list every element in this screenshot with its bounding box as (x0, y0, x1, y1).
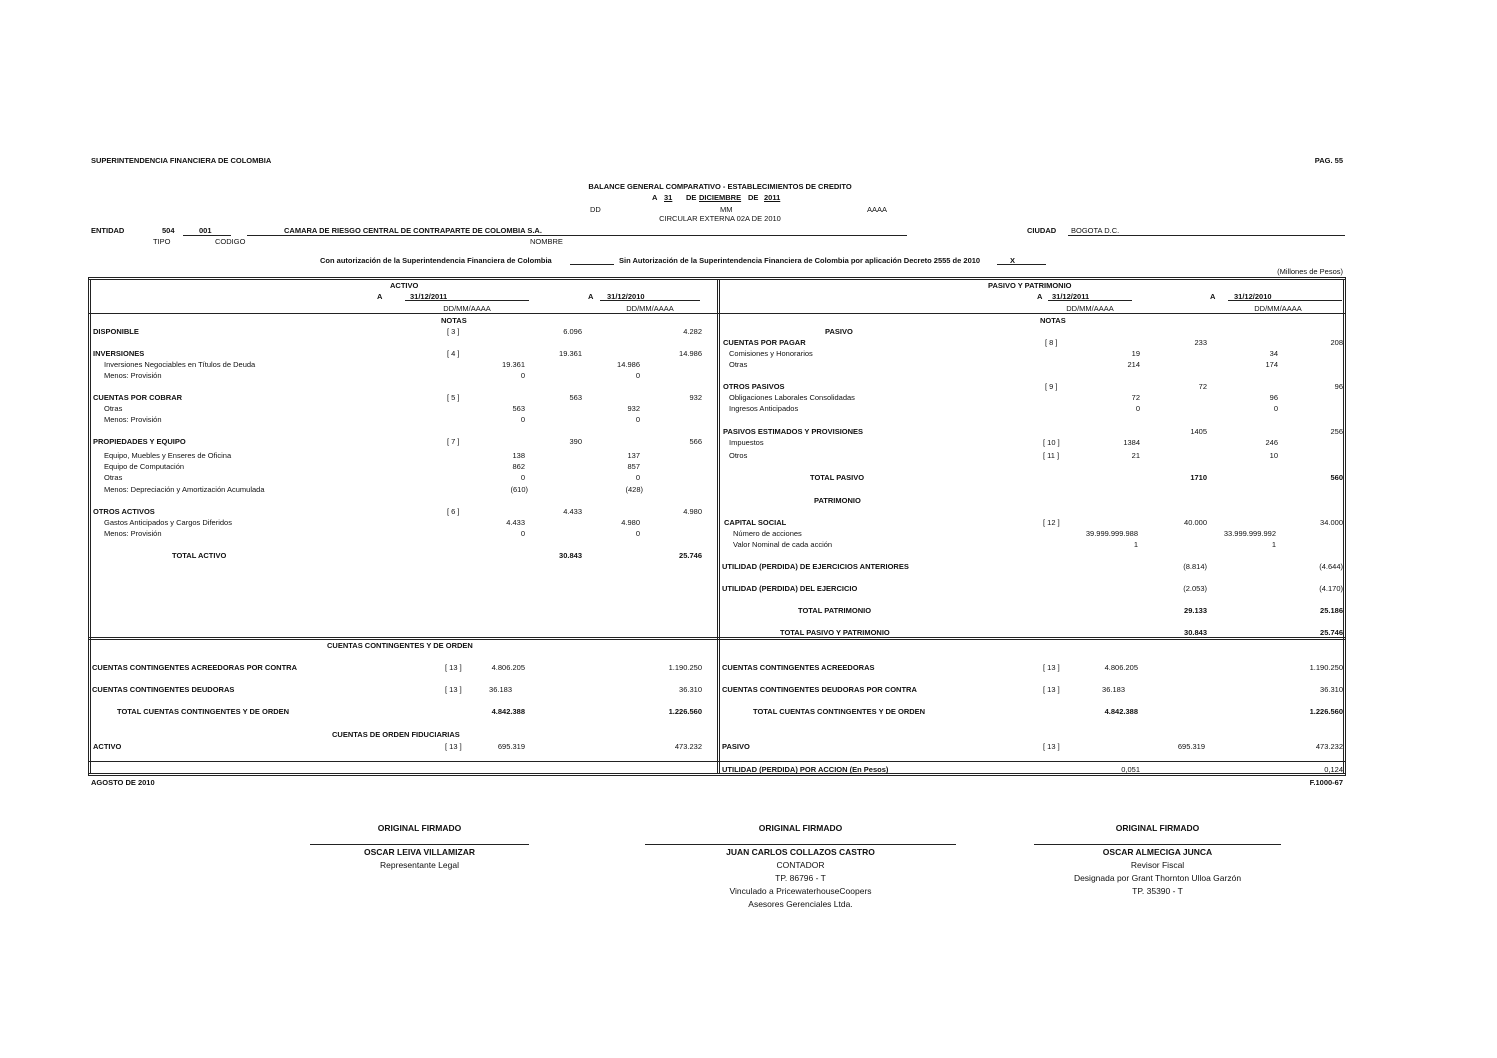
date-day: 31 (664, 193, 673, 202)
fid-activo-nota: [ 13 ] (445, 742, 462, 751)
cxc-prov-label: Menos: Provisión (104, 415, 162, 424)
cap-val-v2: 1 (1271, 540, 1276, 549)
circular-label: CIRCULAR EXTERNA 02A DE 2010 (659, 214, 781, 223)
inv-prov-v2: 0 (635, 371, 640, 380)
fid-activo-v1: 695.319 (497, 742, 525, 751)
cont-left-deudoras-v1: 36.183 (489, 685, 512, 694)
cap-val-v1: 1 (1133, 540, 1138, 549)
prop-comp-v1: 862 (512, 462, 525, 471)
sig2-status: ORIGINAL FIRMADO (758, 823, 843, 833)
cxp-nota: [ 8 ] (1045, 338, 1058, 347)
units-label: (Millones de Pesos) (1277, 267, 1343, 276)
cxp-otras-v2: 174 (1265, 360, 1278, 369)
autorizacion-con: Con autorización de la Superintendencia Financiera de Colombia (320, 256, 552, 265)
fid-pasivo-label: PASIVO (722, 742, 750, 751)
total-pp-t2: 25.746 (1320, 628, 1343, 637)
cont-left-total-label: TOTAL CUENTAS CONTINGENTES Y DE ORDEN (117, 707, 290, 716)
cont-right-deudoras-v2: 36.310 (1320, 685, 1343, 694)
prop-otras-v2: 0 (635, 473, 640, 482)
prop-muebles-v1: 138 (512, 451, 525, 460)
cont-left-acreedoras-label: CUENTAS CONTINGENTES ACREEDORAS POR CONTRA (92, 663, 298, 672)
cont-right-acreedoras-v2: 1.190.250 (1309, 663, 1343, 672)
pasivo-fmt2: DD/MM/AAAA (1254, 304, 1302, 313)
pasivo-a2: A (1210, 292, 1216, 301)
sig2-name: JUAN CARLOS COLLAZOS CASTRO (726, 847, 875, 857)
aaaa-label: AAAA (867, 205, 888, 214)
prop-comp-label: Equipo de Computación (104, 462, 185, 471)
footer-right: F.1000-67 (1309, 778, 1343, 787)
cxc-label: CUENTAS POR COBRAR (93, 393, 183, 402)
nombre-label: NOMBRE (530, 237, 563, 246)
otros-prov-label: Menos: Provisión (104, 529, 162, 538)
prop-comp-v2: 857 (627, 462, 640, 471)
otros-activos-nota: [ 6 ] (447, 507, 460, 516)
pasivo-title: PASIVO Y PATRIMONIO (988, 281, 1072, 290)
sig2-line1: CONTADOR (776, 860, 825, 870)
patrimonio-head: PATRIMONIO (814, 496, 861, 505)
util-ej-t1: (2.053) (1183, 584, 1207, 593)
cap-num-label: Número de acciones (733, 529, 802, 538)
capital-nota: [ 12 ] (1043, 518, 1060, 527)
cont-left-deudoras-v2: 36.310 (679, 685, 702, 694)
disponible-t2: 4.282 (683, 327, 702, 336)
capital-t1: 40.000 (1184, 518, 1207, 527)
codigo-label: CODIGO (215, 237, 246, 246)
total-activo-label: TOTAL ACTIVO (172, 551, 227, 560)
date-de2: DE (748, 193, 759, 202)
fiduciarias-title: CUENTAS DE ORDEN FIDUCIARIAS (332, 730, 460, 739)
fid-pasivo-v1: 695.319 (1177, 742, 1205, 751)
cxp-com-v2: 34 (1269, 349, 1278, 358)
est-imp-nota: [ 10 ] (1043, 438, 1060, 447)
inv-neg-v1: 19.361 (502, 360, 525, 369)
otros-ing-label: Ingresos Anticipados (729, 404, 799, 413)
entidad-nombre: CAMARA DE RIESGO CENTRAL DE CONTRAPARTE DE COLOMBIA S.A. (284, 226, 542, 235)
sig3-status: ORIGINAL FIRMADO (1115, 823, 1200, 833)
est-imp-label: Impuestos (729, 438, 764, 447)
sig2-line4: Asesores Gerenciales Ltda. (748, 899, 853, 909)
prop-muebles-label: Equipo, Muebles y Enseres de Oficina (104, 451, 232, 460)
total-patrimonio-t2: 25.186 (1320, 606, 1343, 615)
util-ej-label: UTILIDAD (PERDIDA) DEL EJERCICIO (722, 584, 858, 593)
sig1-line1: Representante Legal (380, 860, 459, 870)
cxp-t2: 208 (1330, 338, 1343, 347)
inversiones-t2: 14.986 (679, 349, 702, 358)
estimados-t2: 256 (1330, 427, 1343, 436)
inv-prov-label: Menos: Provisión (104, 371, 162, 380)
otros-ing-v1: 0 (1135, 404, 1140, 413)
otros-prov-v1: 0 (520, 529, 525, 538)
tipo-label: TIPO (153, 237, 171, 246)
cont-left-deudoras-nota: [ 13 ] (445, 685, 462, 694)
pasivo-fmt1: DD/MM/AAAA (1066, 304, 1114, 313)
fid-pasivo-nota: [ 13 ] (1043, 742, 1060, 751)
sig3-line3: TP. 35390 - T (1132, 886, 1183, 896)
inv-prov-v1: 0 (520, 371, 525, 380)
pasivo-a1: A (1037, 292, 1043, 301)
page-number: PAG. 55 (1314, 156, 1343, 165)
estimados-label: PASIVOS ESTIMADOS Y PROVISIONES (723, 427, 864, 436)
otros-gastos-v1: 4.433 (506, 518, 525, 527)
sig3-name: OSCAR ALMECIGA JUNCA (1102, 847, 1213, 857)
capital-t2: 34.000 (1320, 518, 1343, 527)
activo-fmt1: DD/MM/AAAA (443, 304, 491, 313)
cont-right-deudoras-v1: 36.183 (1102, 685, 1125, 694)
total-pasivo-label: TOTAL PASIVO (810, 473, 865, 482)
prop-t2: 566 (689, 437, 702, 446)
util-ant-label: UTILIDAD (PERDIDA) DE EJERCICIOS ANTERIORES (722, 562, 909, 571)
fid-activo-v2: 473.232 (674, 742, 702, 751)
report-title: BALANCE GENERAL COMPARATIVO - ESTABLECIMIENTOS DE CREDITO (588, 182, 852, 191)
cxc-prov-v2: 0 (635, 415, 640, 424)
total-pp-t1: 30.843 (1184, 628, 1207, 637)
sig1-name: OSCAR LEIVA VILLAMIZAR (364, 847, 475, 857)
sig1-status: ORIGINAL FIRMADO (377, 823, 462, 833)
sig2-line3: Vinculado a PricewaterhouseCoopers (729, 886, 872, 896)
prop-t1: 390 (569, 437, 582, 446)
otros-prov-v2: 0 (635, 529, 640, 538)
cont-left-total-v2: 1.226.560 (668, 707, 702, 716)
entidad-tipo: 504 (162, 226, 175, 235)
capital-label: CAPITAL SOCIAL (724, 518, 787, 527)
cont-right-deudoras-nota: [ 13 ] (1043, 685, 1060, 694)
cont-right-acreedoras-nota: [ 13 ] (1043, 663, 1060, 672)
upa-v2: 0,124 (1324, 765, 1343, 774)
cont-left-acreedoras-v2: 1.190.250 (668, 663, 702, 672)
cont-right-deudoras-label: CUENTAS CONTINGENTES DEUDORAS POR CONTRA (722, 685, 917, 694)
otros-pasivos-nota: [ 9 ] (1045, 382, 1058, 391)
cont-right-total-v1: 4.842.388 (1104, 707, 1138, 716)
cxp-t1: 233 (1194, 338, 1207, 347)
autorizacion-sin: Sin Autorización de la Superintendencia Financiera de Colombia por aplicación Decreto 2555 de 2010 (619, 256, 981, 265)
total-pasivo-t1: 1710 (1190, 473, 1207, 482)
prop-dep-v1: (610) (510, 485, 528, 494)
inv-neg-label: Inversiones Negociables en Títulos de Deuda (104, 360, 256, 369)
org-name: SUPERINTENDENCIA FINANCIERA DE COLOMBIA (91, 156, 272, 165)
pasivo-head: PASIVO (825, 327, 853, 336)
prop-dep-label: Menos: Depreciación y Amortización Acumulada (104, 485, 265, 494)
footer-left: AGOSTO DE 2010 (91, 778, 155, 787)
activo-date2: 31/12/2010 (607, 292, 645, 301)
otros-gastos-v2: 4.980 (621, 518, 640, 527)
prop-dep-v2: (428) (625, 485, 643, 494)
cxc-t2: 932 (689, 393, 702, 402)
pasivo-notas: NOTAS (1040, 316, 1066, 325)
cxp-com-label: Comisiones y Honorarios (729, 349, 813, 358)
est-imp-v2: 246 (1265, 438, 1278, 447)
mm-label: MM (720, 205, 733, 214)
total-pasivo-t2: 560 (1330, 473, 1343, 482)
contingentes-title: CUENTAS CONTINGENTES Y DE ORDEN (327, 641, 473, 650)
upa-label: UTILIDAD (PERDIDA) POR ACCION (En Pesos) (722, 765, 889, 774)
ciudad-value: BOGOTA D.C. (1071, 226, 1120, 235)
cont-left-acreedoras-v1: 4.806.205 (491, 663, 525, 672)
entidad-codigo: 001 (199, 226, 212, 235)
activo-title: ACTIVO (390, 281, 419, 290)
disponible-nota: [ 3 ] (447, 327, 460, 336)
otros-obl-v1: 72 (1131, 393, 1140, 402)
total-activo-t1: 30.843 (559, 551, 582, 560)
cont-right-total-v2: 1.226.560 (1309, 707, 1343, 716)
cxp-otras-v1: 214 (1127, 360, 1140, 369)
cxc-prov-v1: 0 (520, 415, 525, 424)
otros-pasivos-t1: 72 (1198, 382, 1207, 391)
cxc-otras-v2: 932 (627, 404, 640, 413)
est-imp-v1: 1384 (1123, 438, 1140, 447)
otros-activos-label: OTROS ACTIVOS (93, 507, 155, 516)
est-otros-v2: 10 (1269, 451, 1278, 460)
cxp-com-v1: 19 (1131, 349, 1140, 358)
util-ant-t1: (8.814) (1183, 562, 1207, 571)
ciudad-label: CIUDAD (1027, 226, 1057, 235)
fid-pasivo-v2: 473.232 (1315, 742, 1343, 751)
cont-right-acreedoras-v1: 4.806.205 (1104, 663, 1138, 672)
cxc-otras-v1: 563 (512, 404, 525, 413)
cap-num-v1: 39.999.999.988 (1085, 529, 1138, 538)
util-ej-t2: (4.170) (1319, 584, 1343, 593)
disponible-label: DISPONIBLE (93, 327, 139, 336)
prop-otras-label: Otras (104, 473, 123, 482)
activo-a2: A (588, 292, 594, 301)
activo-notas: NOTAS (441, 316, 467, 325)
activo-date1: 31/12/2011 (410, 292, 448, 301)
util-ant-t2: (4.644) (1319, 562, 1343, 571)
est-otros-label: Otros (729, 451, 748, 460)
cont-left-total-v1: 4.842.388 (491, 707, 525, 716)
pasivo-date2: 31/12/2010 (1234, 292, 1272, 301)
otros-pasivos-t2: 96 (1334, 382, 1343, 391)
prop-muebles-v2: 137 (627, 451, 640, 460)
otros-pasivos-label: OTROS PASIVOS (723, 382, 785, 391)
autorizacion-mark: X (1010, 256, 1016, 265)
total-patrimonio-label: TOTAL PATRIMONIO (798, 606, 872, 615)
inversiones-t1: 19.361 (559, 349, 582, 358)
fid-activo-label: ACTIVO (93, 742, 122, 751)
activo-fmt2: DD/MM/AAAA (626, 304, 674, 313)
total-pp-label: TOTAL PASIVO Y PATRIMONIO (780, 628, 890, 637)
otros-gastos-label: Gastos Anticipados y Cargos Diferidos (104, 518, 232, 527)
date-de1: DE (686, 193, 697, 202)
date-year: 2011 (764, 193, 781, 202)
otros-ing-v2: 0 (1273, 404, 1278, 413)
otros-obl-label: Obligaciones Laborales Consolidadas (729, 393, 855, 402)
prop-nota: [ 7 ] (447, 437, 460, 446)
cont-right-total-label: TOTAL CUENTAS CONTINGENTES Y DE ORDEN (753, 707, 926, 716)
inv-neg-v2: 14.986 (617, 360, 640, 369)
cap-num-v2: 33.999.999.992 (1223, 529, 1276, 538)
cont-left-deudoras-label: CUENTAS CONTINGENTES DEUDORAS (92, 685, 235, 694)
entidad-label: ENTIDAD (91, 226, 125, 235)
cxc-nota: [ 5 ] (447, 393, 460, 402)
cxc-t1: 563 (569, 393, 582, 402)
sig2-line2: TP. 86796 - T (775, 873, 826, 883)
est-otros-nota: [ 11 ] (1043, 451, 1060, 460)
total-activo-t2: 25.746 (679, 551, 702, 560)
activo-a1: A (377, 292, 383, 301)
prop-otras-v1: 0 (520, 473, 525, 482)
sig3-line2: Designada por Grant Thornton Ulloa Garzón (1073, 873, 1242, 883)
inversiones-nota: [ 4 ] (447, 349, 460, 358)
dd-label: DD (590, 205, 601, 214)
cont-right-acreedoras-label: CUENTAS CONTINGENTES ACREEDORAS (722, 663, 875, 672)
cxp-otras-label: Otras (729, 360, 748, 369)
inversiones-label: INVERSIONES (93, 349, 145, 358)
otros-activos-t2: 4.980 (683, 507, 702, 516)
cont-left-acreedoras-nota: [ 13 ] (445, 663, 462, 672)
pasivo-date1: 31/12/2011 (1052, 292, 1090, 301)
est-otros-v1: 21 (1131, 451, 1140, 460)
upa-v1: 0,051 (1121, 765, 1140, 774)
cxp-label: CUENTAS POR PAGAR (723, 338, 806, 347)
cxc-otras-label: Otras (104, 404, 123, 413)
date-month: DICIEMBRE (699, 193, 742, 202)
date-prefix: A (652, 193, 658, 202)
sig3-line1: Revisor Fiscal (1130, 860, 1185, 870)
cap-val-label: Valor Nominal de cada acción (733, 540, 833, 549)
prop-label: PROPIEDADES Y EQUIPO (93, 437, 186, 446)
disponible-t1: 6.096 (563, 327, 582, 336)
estimados-t1: 1405 (1190, 427, 1207, 436)
otros-activos-t1: 4.433 (563, 507, 582, 516)
otros-obl-v2: 96 (1269, 393, 1278, 402)
total-patrimonio-t1: 29.133 (1184, 606, 1207, 615)
